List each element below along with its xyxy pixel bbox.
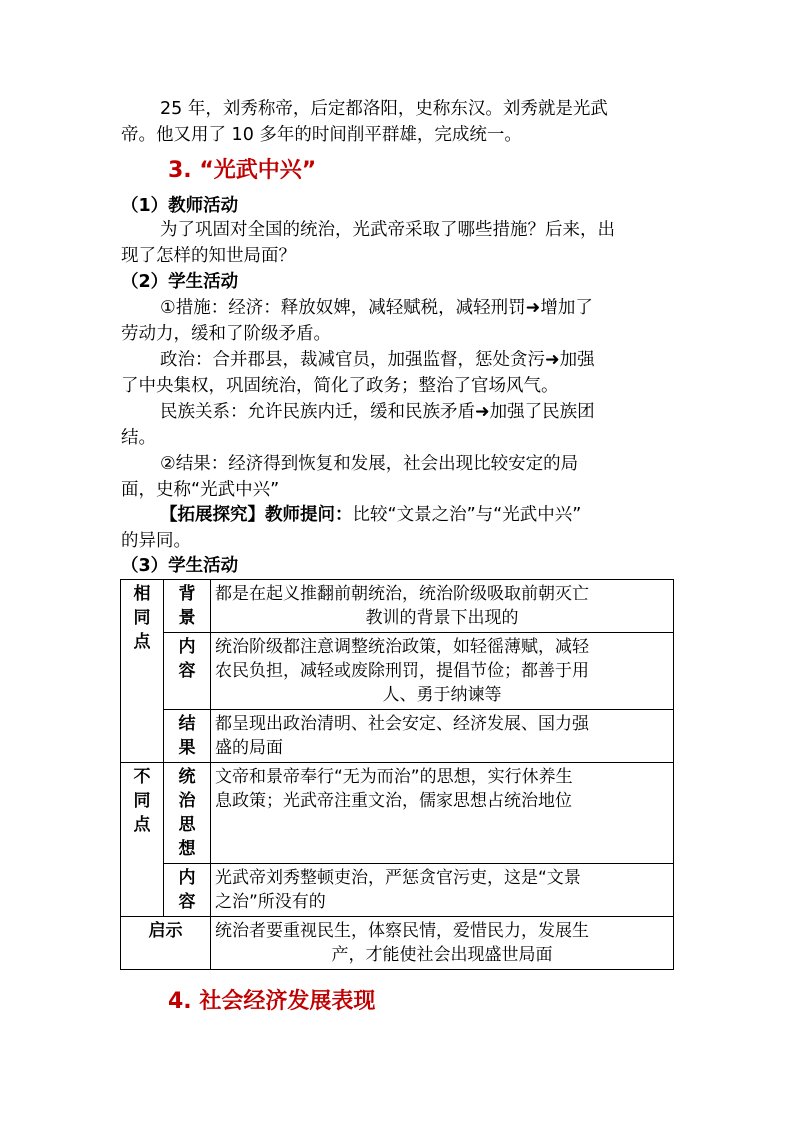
neirong-label-cell: 内 容 [164, 633, 211, 710]
neirong-text-cell [211, 633, 674, 710]
paragraph-line: 劳动力，缓和了阶级矛盾。 [121, 324, 331, 344]
paragraph-line: ①措施：经济：释放奴婢，减轻赋税，减轻刑罚➜增加了 [160, 298, 593, 318]
neirong2-label-cell: 内 容 [164, 864, 211, 917]
paragraph-line: 帝。他又用了 10 多年的时间削平群雄，完成统一。 [121, 125, 522, 145]
comparison-table [120, 579, 674, 970]
cell-line: 农民负担，减轻或废除刑罚，提倡节俭；都善于用 [215, 661, 589, 681]
cell-line: 人、勇于纳谏等 [382, 685, 502, 705]
cell-line: 统治阶级都注意调整统治政策，如轻徭薄赋，减轻 [215, 637, 589, 657]
section-4-title: 4. 社会经济发展表现 [168, 989, 376, 1014]
cell-line: 文帝和景帝奉行“无为而治”的思想，实行休养生 [215, 767, 573, 787]
paragraph-line: 25 年，刘秀称帝，后定都洛阳，史称东汉。刘秀就是光武 [160, 99, 608, 119]
cell-line: 都呈现出政治清明、社会安定、经济发展、国力强 [215, 714, 589, 734]
neirong2-text-cell [211, 864, 674, 917]
paragraph-line: 的异同。 [121, 531, 191, 551]
qishi-label-cell: 启示 [121, 917, 211, 970]
same-label: 相 同 点 [133, 584, 151, 652]
table-row [121, 917, 674, 970]
jieguo-label-cell: 结 果 [164, 710, 211, 763]
cell-line: 盛的局面 [215, 738, 283, 758]
explore-label: 【拓展探究】教师提问： [160, 505, 353, 525]
paragraph-line: 民族关系：允许民族内迁，缓和民族矛盾➜加强了民族团 [160, 402, 595, 422]
table-row [121, 710, 674, 763]
paragraph-line: 政治：合并郡县，裁减官员，加强监督，惩处贪污➜加强 [160, 350, 595, 370]
paragraph-line: 现了怎样的知世局面？ [121, 246, 296, 266]
sixiang-label-cell: 统 治 思 想 [164, 763, 211, 864]
jieguo-text-cell [211, 710, 674, 763]
section-3-title: 3. “光武中兴” [168, 158, 317, 183]
cell-line: 息政策；光武帝注重文治，儒家思想占统治地位 [215, 791, 572, 811]
cell-line: 之治”所没有的 [215, 892, 326, 912]
paragraph-line: 了中央集权，巩固统治，简化了政务；整治了官场风气。 [121, 376, 559, 396]
paragraph-line: 结。 [121, 428, 156, 448]
diff-label: 不 同 点 [133, 767, 151, 835]
paragraph-line: 面，史称“光武中兴” [121, 480, 280, 500]
cell-line: 光武帝刘秀整顿吏治，严惩贪官污吏，这是“文景 [215, 868, 581, 888]
student-activity-3-heading: （3）学生活动 [121, 556, 239, 576]
explore-text: 比较“文景之治”与“光武中兴” [352, 505, 582, 525]
table-row [121, 633, 674, 710]
table-row [121, 864, 674, 917]
beijing-text-cell [211, 580, 674, 633]
cell-line: 统治者要重视民生，体察民情，爱惜民力，发展生 [215, 921, 589, 941]
table-row [121, 580, 674, 633]
cell-line: 教训的背景下出现的 [365, 608, 519, 628]
student-activity-heading: （2）学生活动 [121, 272, 239, 292]
cell-line: 都是在起义推翻前朝统治，统治阶级吸取前朝灭亡 [215, 584, 589, 604]
explore-line [160, 502, 581, 528]
cell-line: 产，才能使社会出现盛世局面 [331, 945, 553, 965]
table-row [121, 763, 674, 864]
teacher-activity-heading: （1）教师活动 [121, 196, 239, 216]
paragraph-line: ②结果：经济得到恢复和发展，社会出现比较安定的局 [160, 454, 579, 474]
beijing-label-cell: 背 景 [164, 580, 211, 633]
paragraph-line: 为了巩固对全国的统治，光武帝采取了哪些措施？后来，出 [160, 220, 615, 240]
qishi-text-cell [211, 917, 674, 970]
diff-points-cell [121, 763, 164, 917]
same-points-cell [121, 580, 164, 763]
sixiang-text-cell [211, 763, 674, 864]
